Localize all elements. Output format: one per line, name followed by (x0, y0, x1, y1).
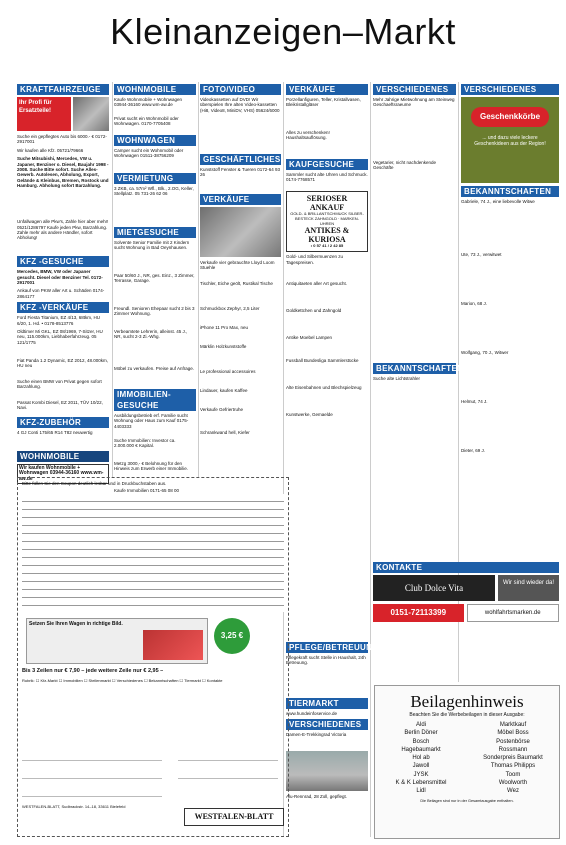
ad: Goldkettchen und Zahngold (286, 308, 342, 314)
ad: Gabriele, 74 J., eine liebevolle Witwe (461, 199, 535, 204)
phone-ad: 0151-72113399 (373, 604, 464, 622)
beilage-item: Jawoll (412, 763, 430, 770)
ad: Fussball Bundesliga Sammlerstücke (286, 358, 359, 364)
ad: Kunstwerke, Gemaelde (286, 412, 333, 418)
ad: Mehr Jahrige Mietwohnung am Steinweg Geschaeftsraeume (373, 97, 455, 108)
ad: Suche Immobilien: Investor ca. 2.000.000 € Kapital. (114, 438, 176, 449)
promo-text: Ihr Profi für Ersatzteile! (17, 97, 71, 131)
section-header-verschiedenes: VERSCHIEDENES (461, 84, 559, 95)
car-offer-box (26, 618, 208, 664)
kontakte-row (373, 575, 559, 601)
logo-line: SERIOSER ANKAUF (306, 194, 348, 212)
beilage-item: K & K Lebensmittel (395, 780, 447, 787)
promo-image (73, 97, 109, 131)
ad: Wir kaufen alle Kfz. 05721/79666 (17, 147, 84, 153)
beilage-item: Lidl (416, 788, 426, 795)
beilage-item: Postenbörse (496, 738, 530, 745)
ad: Solvente Senior Familie mit 2 Kindern sucht Wohnung in Bad Oeynhausen. (114, 240, 190, 251)
ad: Camper sucht ein Wohnmobil oder Wohnwagen 01511-38756209 (114, 148, 184, 159)
ad: iPhone 11 Pro Max, neu (200, 325, 248, 330)
section-header-kontakte: KONTAKTE (373, 562, 559, 573)
wohlfahrt-ad: wohlfahrtsmarken.de (467, 604, 560, 622)
ad: Ford Fiesta Titanium, EZ 4/13, 68tkm, HU 6/20, 1. Hd. • 0178-8513776 (17, 315, 101, 326)
section-header-vermietung: VERMIETUNG (114, 173, 196, 184)
ad: Ankauf von PKW aller Art u. Schäden 0174-2864177 (17, 288, 105, 299)
logo-line: GOLD- & BRILLANTSCHMUCK SILBER-BESTECK ZAHNGOLD · MARKEN-UHREN (290, 211, 364, 226)
email-field[interactable] (178, 778, 278, 779)
ad: Mercedes, BMW, VW oder Japaner gesucht. Diesel oder Benziner Tel. 0172-2917001 (17, 269, 103, 286)
beilage-item: Hol ab (412, 755, 430, 762)
ad: Porzellanfiguren, Teller, Kristallvasen, Bleikristallgläser (286, 97, 361, 108)
section-header-bekanntschaften: BEKANNTSCHAFTEN (461, 186, 559, 197)
column-3 (200, 82, 281, 453)
ad: Märklin Holzkunststoffe (200, 344, 247, 349)
street-field[interactable] (22, 778, 162, 779)
city-field[interactable] (22, 796, 162, 797)
ad: Freundl. Senioren Ehepaar sucht 2 bis 3 Zimmer Wohnung. (114, 306, 195, 317)
promo-badge: Geschenkkörbe (471, 107, 549, 127)
ad: Alte Eisenbahnen und Blechspielzeug (286, 385, 362, 391)
beilagen-title: Beilagenhinweis (410, 692, 524, 711)
ad: Unfallwagen alle Pkw's, Zahle hier aber mehr! 0521/1286797 Kaufe jeden Pkw, Barzahlung. Zahle mehr als andere Händler, sofort Abholung! (17, 219, 109, 241)
bicycle-photo (286, 751, 368, 791)
ad: www.hundeinfoservice.de (286, 711, 338, 716)
section-header-geschaeftliches: GESCHÄFTLICHES (200, 154, 281, 165)
order-coupon (17, 477, 289, 837)
price-line: Bis 3 Zeilen nur € 7,90 – jede weitere Zeile nur € 2,95 – (22, 668, 164, 674)
ad: 4 GJ Conti 175/65 R14 T82 neuwertig (17, 430, 93, 436)
section-header-kfz-gesuche: KFZ -GESUCHE (17, 256, 109, 267)
column-divider (198, 82, 199, 477)
ad: Kunststoff Fenster & Tueren 0172-64 93 26 (200, 167, 280, 178)
contacts-block (373, 560, 559, 622)
beilage-item: Wez (507, 788, 519, 795)
column-6 (461, 82, 559, 497)
section-header-wohnwagen: WOHNWAGEN (114, 135, 196, 146)
column-1 (17, 82, 109, 487)
ad: Oldtimer Mi GKL, EZ 08/1969, 7-Sitzer, HU neu, 115.000km, Liebhaberfahrzeug. 05 121/1775 (17, 329, 103, 345)
ad: Helmut, 74 J. (461, 399, 488, 404)
section-header-verschiedenes: VERSCHIEDENES (286, 719, 368, 730)
beilagen-right (467, 721, 559, 796)
ad: Dieter, 69 J. (461, 448, 486, 453)
logo-phone: • 0 57 41 / 2 42 85 (310, 243, 344, 249)
beilage-item: Hagebaumarkt (401, 746, 441, 753)
beilagen-left (375, 721, 467, 796)
ad: Kaufe Wohnmobile + Wohnwagen 03944-36160 www.wm-aw.de (114, 97, 183, 108)
name-field[interactable] (22, 760, 162, 761)
ad: Marion, 68 J. (461, 301, 488, 306)
beilagen-lists (375, 721, 559, 796)
westfalen-blatt-logo: WESTFALEN-BLATT (184, 808, 284, 826)
beilage-item: Möbel Boss (497, 730, 529, 737)
beilage-item: Sonderpreis Baumarkt (483, 755, 543, 762)
section-header-kaufgesuche: KAUFGESUCHE (286, 159, 368, 170)
ad: Schmuckbox Zephyr, 2,5 Liter (200, 306, 260, 311)
ad: Le professional accessoires (200, 369, 256, 374)
section-header-tiermarkt: TIERMARKT (286, 698, 368, 709)
ad: Verbeamtete Lehrerin, alleinst. 45 J., NR, sucht 2-3 Zi.-Whg. (114, 329, 188, 340)
chairs-photo (200, 207, 281, 257)
ad: Kaufe Immobilien 0171-65 08 00 (114, 488, 180, 493)
beilage-item: Bosch (412, 738, 430, 745)
ad: Verkaufe Gefriertruhe (200, 407, 244, 412)
ad: Gold- und Silbermuenzen zu Tagespreisen. (286, 254, 344, 265)
ad: Privat sucht ein Wohnmobil oder Wohnwagen. 0170-7705408 (114, 116, 179, 127)
column-4 (286, 82, 368, 495)
ad: Antiquitaeten aller Art gesucht. (286, 281, 348, 287)
ad: Paar 50/60 J., NR, ges. Einz., 3 Zimmer, Terrasse, Garage. (114, 273, 195, 284)
logo-line: ANTIKES & KURIOSA (304, 226, 350, 245)
coupon-terms: Rubrik: ☐ Kfz-Markt ☐ Immobilien ☐ Stellenmarkt ☐ Verschiedenes ☐ Bekanntschaften ☐ Tiermarkt ☐ Kontakte (22, 678, 223, 683)
beilagen-box (374, 685, 560, 839)
column-2 (114, 82, 196, 496)
section-header-mietgesuche: MIETGESUCHE (114, 227, 196, 238)
ad: Suche alte Lichtstrahler (373, 376, 421, 381)
ad: Sammler sucht alte Uhren und Schmuck. 0174-7768571 (286, 172, 368, 183)
beilage-item: Marktkauf (499, 722, 527, 728)
section-header-kfz-verkaeufe: KFZ -VERKÄUFE (17, 302, 109, 313)
ad: Tischler, Eiche geölt, Rustikal Tische (200, 281, 273, 286)
page-title: Kleinanzeigen–Markt (110, 11, 456, 52)
coupon-grid[interactable] (22, 494, 284, 612)
column-divider (112, 82, 113, 477)
ad: Fiat Panda 1.2 Dynamic, EZ 2012, 48.000km, HU neu (17, 358, 109, 369)
kontakte-row-2 (373, 604, 559, 622)
ad: Passat Kombi Diesel, EZ 2011, TÜV 10/22, Navi. (17, 400, 103, 411)
price-badge: 3,25 € (214, 618, 250, 654)
ad: Alu-Rennrad, 28 Zoll, gepflegt. (286, 794, 348, 800)
ad: Alles zu verschenken! Haushaltsauflösung. (286, 130, 330, 141)
column-5 (373, 82, 464, 459)
section-header-wohnmobile: WOHNMOBILE (17, 451, 109, 462)
section-header-kfz-zubehoer: KFZ-ZUBEHÖR (17, 417, 109, 428)
car-image (143, 630, 203, 660)
beilage-item: Toom (505, 771, 521, 778)
club-ad: Club Dolce Vita (373, 575, 495, 601)
ad: Wir kaufen Wohnmobile + Wohnwagen 03944-36160 www.wm-aw.de (17, 464, 109, 484)
section-header-verkaeufe: VERKÄUFE (200, 194, 281, 205)
beilagen-footer: Die Beilagen sind nur in der Gesamtausgabe enthalten. (420, 798, 514, 803)
ad: Möbel zu verkaufen. Preise auf Anfrage. (114, 366, 195, 371)
phone-field[interactable] (178, 760, 278, 761)
ad: Videokassetten auf DVD! Wir überspielen Ihre alten Video-kassetten (Hi8, Video8, MiniDV, VHS) 05624/6000 (200, 97, 280, 113)
ad: Suche Mitsubishi, Mercedes, VW u. Japaner, Benziner o. Diesel, Baujahr 1998 - 2008. Suche Bitte sofort. Suche Alles-Gewerb. Autolesen, Abholung, Export, Gelände & Kleinbus, Bremen, Rostock und Hamburg. Abholung sofort Barzahlung. (17, 156, 109, 189)
ad: Ute, 73 J., verwitwet (461, 252, 502, 257)
wir-ad: Wir sind wieder da! (498, 575, 559, 601)
ad: 3 ZKB, ca. 57m² Wfl., Blk., 2.OG, Keller, Stellplatz. 05 731-26 62 06 (114, 186, 194, 197)
ad: Suche einen BMW von Privat gegen sofort Barzahlung. (17, 379, 102, 390)
section-header-verkaeufe: VERKÄUFE (286, 84, 368, 95)
ankauf-logo-ad (286, 191, 368, 252)
offer-title: Setzen Sie Ihren Wagen in richtige Bild. (29, 621, 123, 627)
ad: Pflegekraft sucht Stelle in Haushalt, 24h Betreuung. (286, 655, 366, 666)
ad: Wolfgang, 70 J., Witwer (461, 350, 509, 355)
section-header-immobilien-gesuche: IMMOBILIEN-GESUCHE (114, 389, 196, 411)
beilage-item: JYSK (413, 771, 429, 778)
ad: Verkaufe vier gebrauchte Lloyd Loom Stuehle (200, 260, 275, 271)
beilage-item: Thomas Philipps (490, 763, 536, 770)
beilage-item: Woolworth (498, 780, 528, 787)
ad: Lindauer, kaufen Kaffee (200, 388, 248, 393)
column-4-lower (286, 640, 379, 819)
ad: Schrankwand hell, Kiefer (200, 430, 250, 435)
footer-address: WESTFALEN-BLATT, Sudbrackstr. 14–18, 33611 Bielefeld (22, 804, 126, 809)
section-header-pflege: PFLEGE/BETREUUNG (286, 642, 368, 653)
column-divider (370, 82, 371, 837)
ad: Vegetarier, nicht nachdenkende Geschäfte (373, 160, 437, 171)
ad: Damen-E-Trekkingrad Victoria (286, 732, 347, 738)
promo-ersatzteile (17, 97, 109, 131)
beilage-item: Rossmann (498, 746, 528, 753)
beilagen-subtitle: Beachten Sie die Werbebeilagen in dieser Ausgabe: (409, 712, 525, 718)
geschenkkoerbe-ad (461, 97, 559, 183)
ad: Ausbildungsbetrieb erf. Familie sucht Wohnung oder Haus zum Kauf 0175-4403333 (114, 413, 189, 429)
section-header-kfz: KRAFTFAHRZEUGE (17, 84, 109, 95)
ad: Antike Moebel Lampen (286, 335, 333, 341)
beilage-item: Aldi (415, 722, 426, 728)
section-header-verschiedenes: VERSCHIEDENES (373, 84, 456, 95)
ad: Suche ein gepflegtes Auto bis 6000.- € 0172-2917001 (17, 134, 107, 145)
ad: Metzg 3000,- € Belohnung für den Hinweis zum Erwerb einer Immobilie. (114, 461, 189, 472)
coupon-lines[interactable] (22, 494, 284, 612)
section-header-foto-video: FOTO/VIDEO (200, 84, 281, 95)
section-header-bekanntschaften: BEKANNTSCHAFTEN (373, 363, 456, 374)
promo-text: ... und dazu viele leckere Geschenkideen aus der Region! (474, 135, 546, 147)
section-header-wohnmobile: WOHNMOBILE (114, 84, 196, 95)
coupon-intro: Bitte füllen Sie den Coupon deutlich lesbar und in Druckbuchstaben aus. (22, 481, 167, 486)
beilage-item: Berlin Döner (404, 730, 438, 737)
